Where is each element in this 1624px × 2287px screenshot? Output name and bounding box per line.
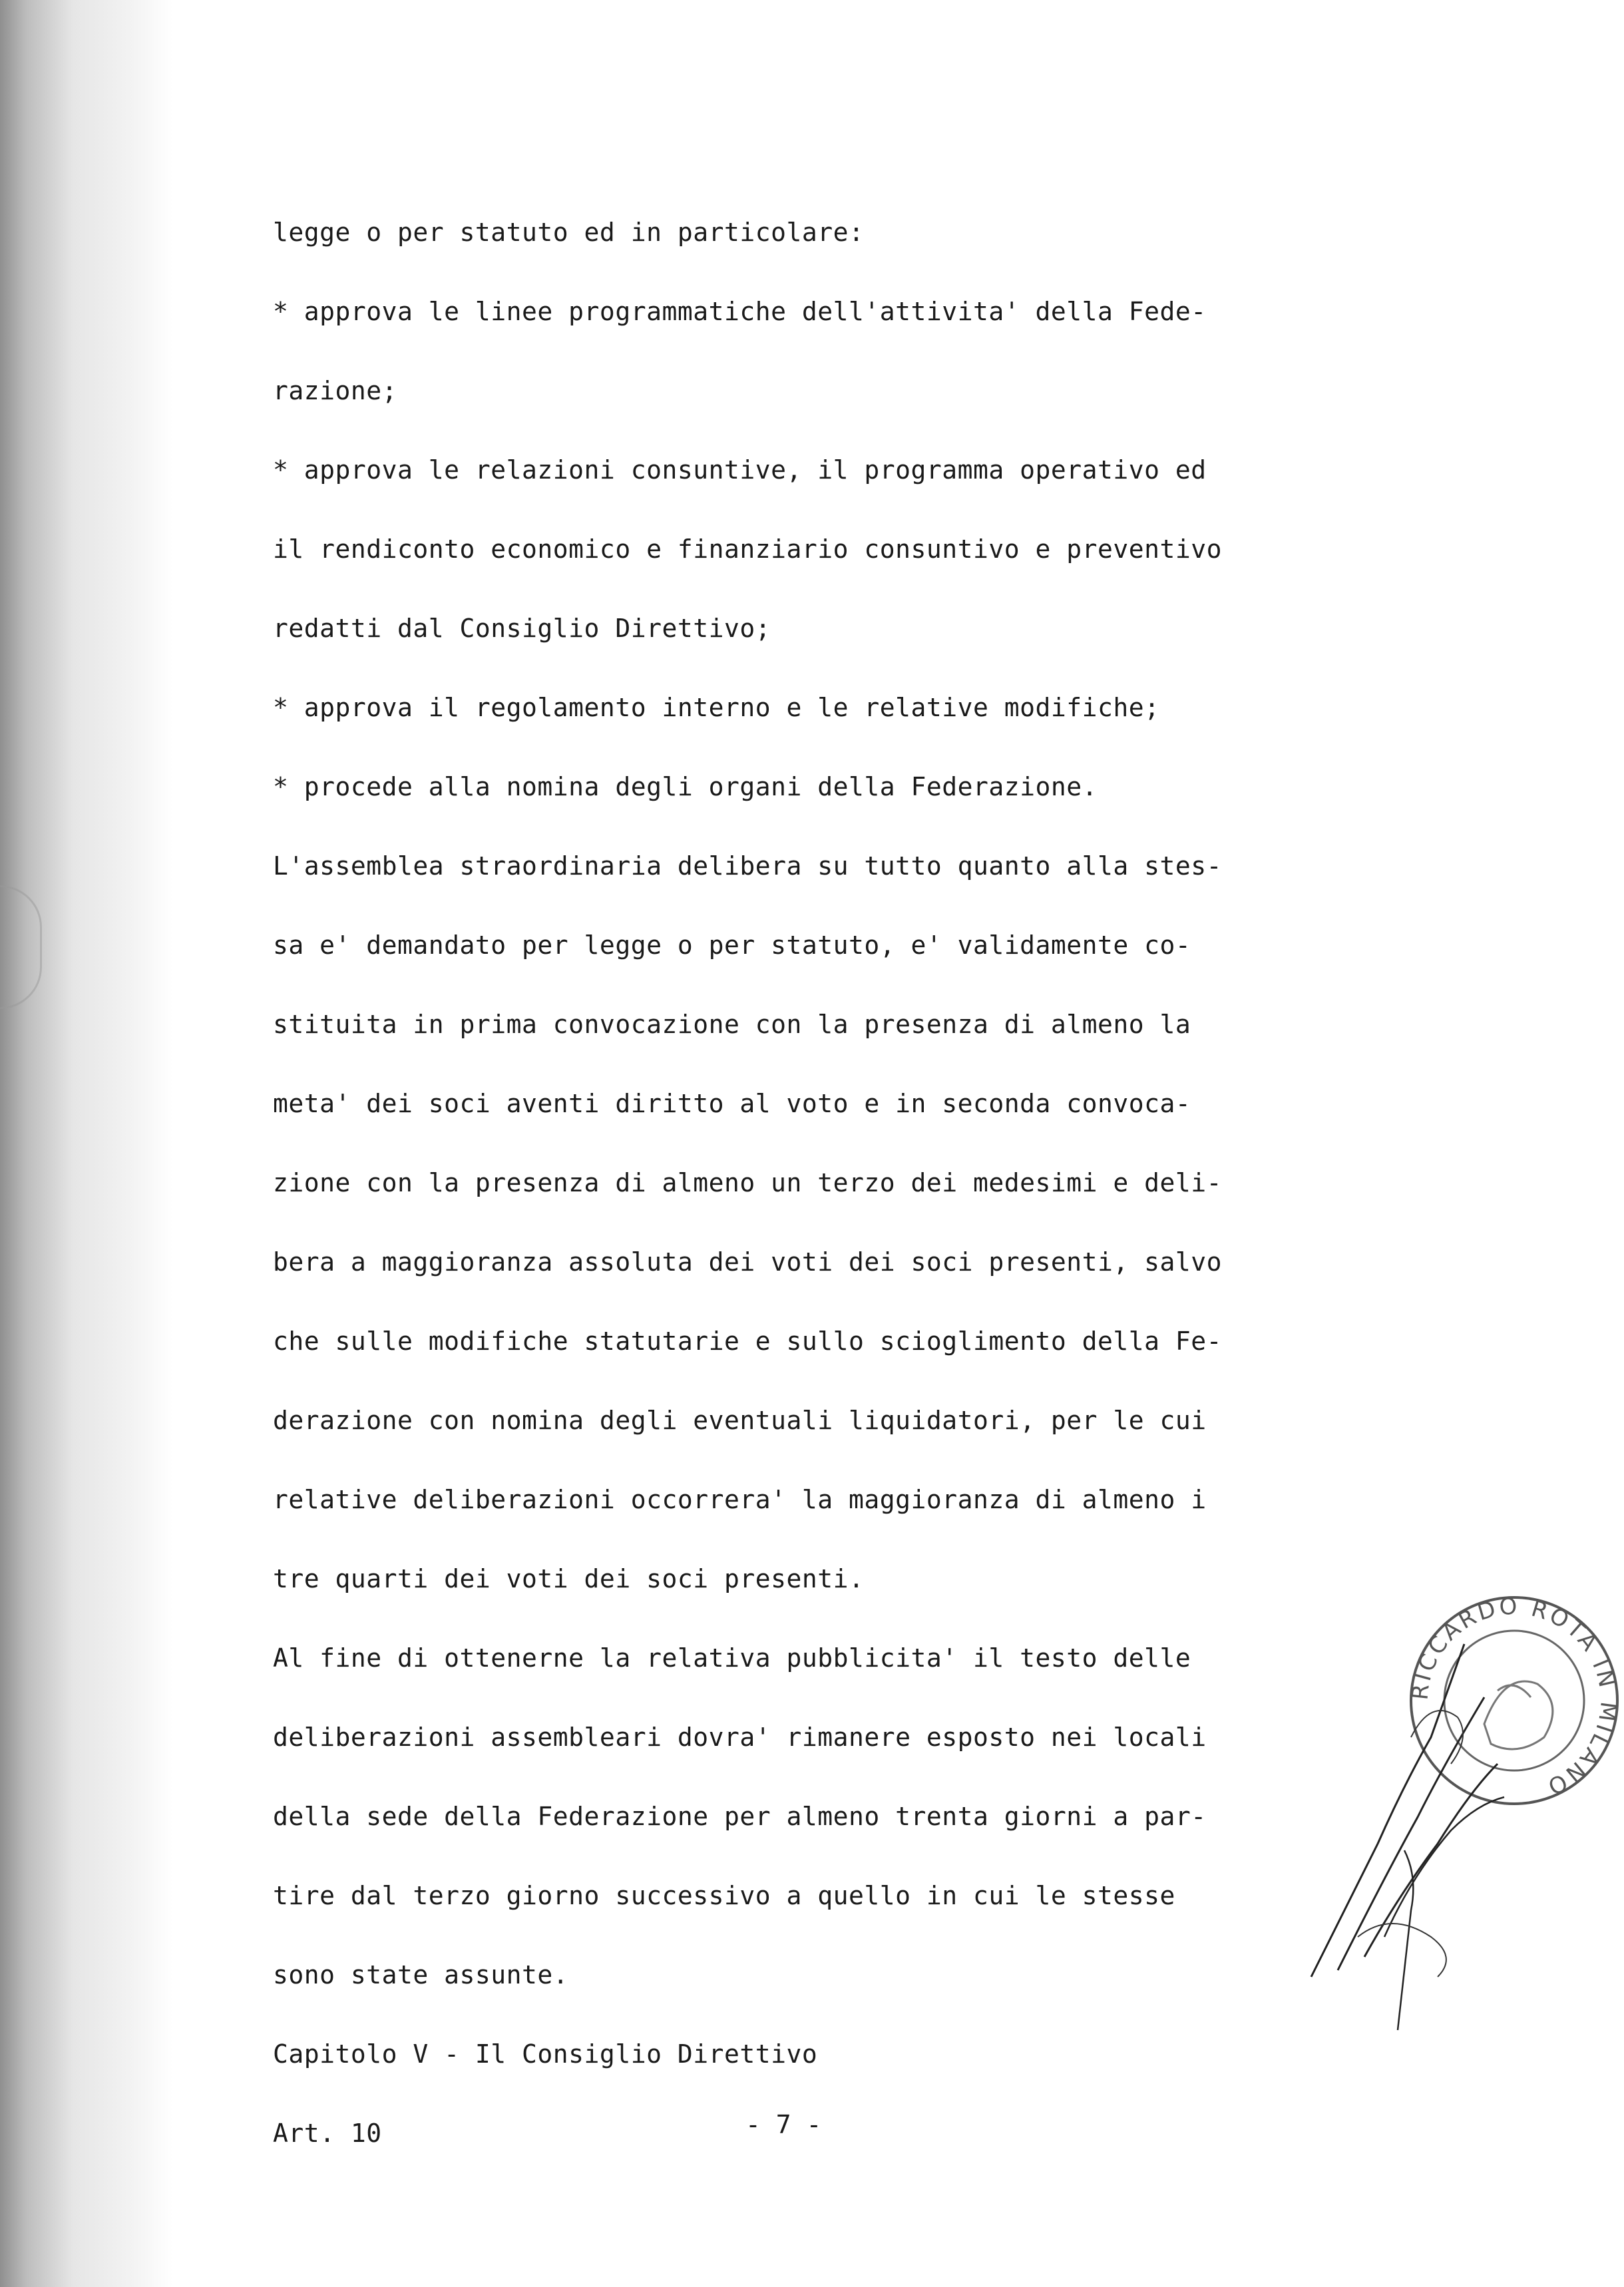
- scan-shadow-edge: [0, 0, 173, 2287]
- svg-text:RICCARDO ROTA IN MILANO: RICCARDO ROTA IN MILANO: [1406, 1593, 1622, 1801]
- article-heading: Art. 10: [273, 2119, 382, 2148]
- text-line: Al fine di ottenerne la relativa pubblicita' il testo delle: [273, 1643, 1191, 1673]
- text-line: deliberazioni assembleari dovra' rimanere esposto nei locali: [273, 1723, 1207, 1752]
- text-line: stituita in prima convocazione con la presenza di almeno la: [273, 1010, 1191, 1039]
- text-line: razione;: [273, 376, 398, 405]
- text-line: tire dal terzo giorno successivo a quello in cui le stesse: [273, 1881, 1175, 1910]
- text-line: redatti dal Consiglio Direttivo;: [273, 614, 771, 643]
- chapter-heading: Capitolo V - Il Consiglio Direttivo: [273, 2039, 818, 2069]
- text-line: derazione con nomina degli eventuali liquidatori, per le cui: [273, 1406, 1207, 1435]
- page-number: - 7 -: [745, 2110, 822, 2139]
- text-line: della sede della Federazione per almeno trenta giorni a par-: [273, 1802, 1207, 1831]
- document-text: [273, 193, 1351, 2173]
- text-line: L'assemblea straordinaria delibera su tutto quanto alla stes-: [273, 851, 1223, 881]
- text-line: bera a maggioranza assoluta dei voti dei soci presenti, salvo: [273, 1247, 1223, 1277]
- text-line: che sulle modifiche statutarie e sullo scioglimento della Fe-: [273, 1327, 1223, 1356]
- text-line: legge o per statuto ed in particolare:: [273, 218, 865, 247]
- text-line: il rendiconto economico e finanziario consuntivo e preventivo: [273, 534, 1223, 564]
- text-line: sa e' demandato per legge o per statuto, e' validamente co-: [273, 931, 1191, 960]
- text-line: sono state assunte.: [273, 1960, 569, 1989]
- text-line: * approva le relazioni consuntive, il programma operativo ed: [273, 455, 1207, 485]
- signature-icon: [1298, 1564, 1524, 2043]
- text-line: relative deliberazioni occorrera' la maggioranza di almeno i: [273, 1485, 1207, 1514]
- text-line: meta' dei soci aventi diritto al voto e in seconda convoca-: [273, 1089, 1191, 1118]
- text-line: * approva le linee programmatiche dell'attivita' della Fede-: [273, 297, 1207, 326]
- text-line: tre quarti dei voti dei soci presenti.: [273, 1564, 865, 1593]
- text-line: * procede alla nomina degli organi della Federazione.: [273, 772, 1098, 801]
- text-line: * approva il regolamento interno e le relative modifiche;: [273, 693, 1160, 722]
- text-line: zione con la presenza di almeno un terzo dei medesimi e deli-: [273, 1168, 1223, 1197]
